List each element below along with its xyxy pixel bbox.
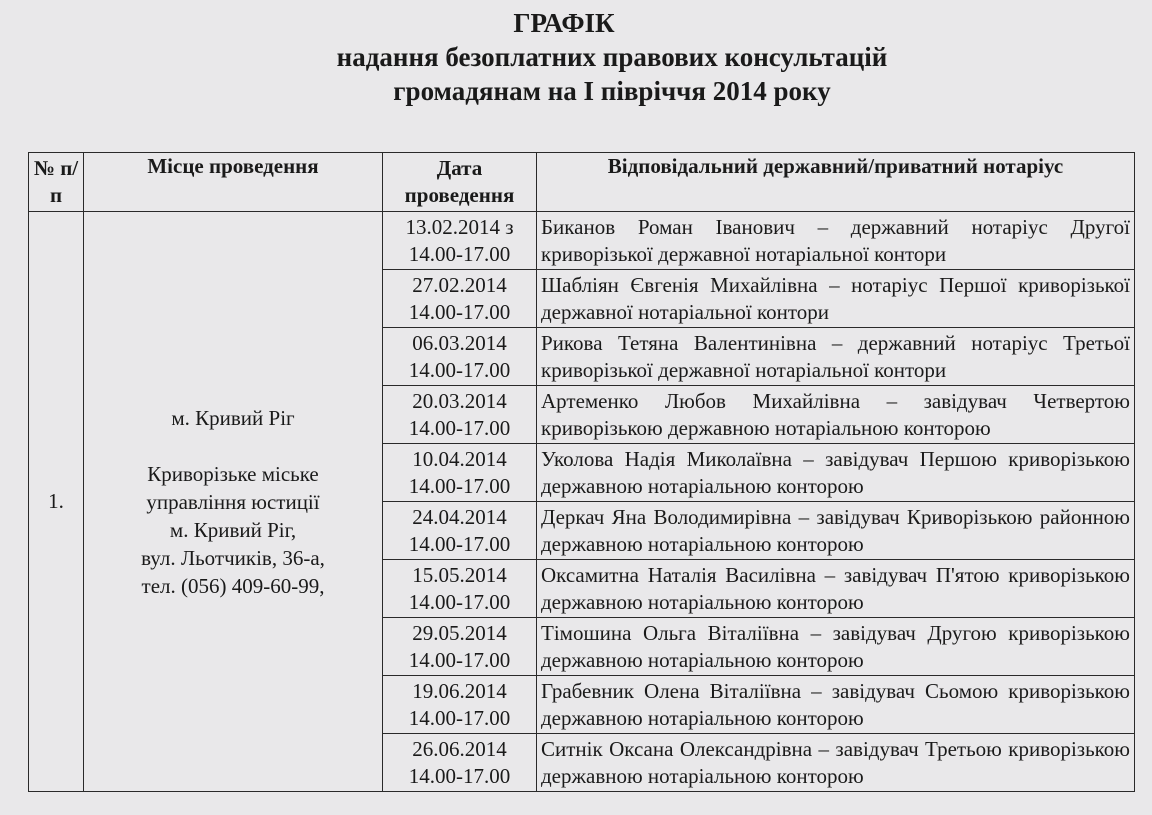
notary-cell: Грабевник Олена Віталіївна – завідувач Сьомою криворізькою державною нотаріальною конторою — [537, 676, 1135, 734]
table-body — [29, 212, 1135, 792]
place-address-line: управління юстиції — [146, 489, 320, 514]
consultation-time: 14.00-17.00 — [408, 647, 511, 672]
consultation-time: 14.00-17.00 — [408, 763, 511, 788]
header-place: Місце проведення — [84, 153, 383, 212]
date-cell — [383, 212, 537, 270]
header-date: Дата проведення — [383, 153, 537, 212]
date-cell — [383, 676, 537, 734]
date-cell — [383, 386, 537, 444]
consultation-date: 15.05.2014 — [412, 562, 507, 587]
document-subtitle-line-1: надання безоплатних правових консультацій — [336, 42, 888, 72]
date-cell — [383, 560, 537, 618]
consultation-date: 13.02.2014 з — [405, 214, 514, 239]
consultation-date: 26.06.2014 — [412, 736, 507, 761]
consultation-date: 24.04.2014 — [412, 504, 507, 529]
consultation-time: 14.00-17.00 — [408, 241, 511, 266]
notary-cell: Шабліян Євгенія Михайлівна – нотаріус Першої криворізької державної нотаріальної контори — [537, 270, 1135, 328]
row-number: 1. — [29, 212, 84, 792]
consultation-time: 14.00-17.00 — [408, 473, 511, 498]
notary-cell: Ситнік Оксана Олександрівна – завідувач Третьою криворізькою державною нотаріальною конторою — [537, 734, 1135, 792]
document-subtitle-line-2: громадянам на І півріччя 2014 року — [393, 76, 831, 106]
table-row — [29, 212, 1135, 270]
header-number: № п/п — [29, 153, 84, 212]
consultation-date: 10.04.2014 — [412, 446, 507, 471]
consultation-time: 14.00-17.00 — [408, 357, 511, 382]
notary-cell: Оксамитна Наталія Василівна – завідувач П'ятою криворізькою державною нотаріальною конторою — [537, 560, 1135, 618]
document-title: ГРАФІК — [513, 8, 615, 38]
date-cell — [383, 328, 537, 386]
consultation-date: 29.05.2014 — [412, 620, 507, 645]
consultation-date: 19.06.2014 — [412, 678, 507, 703]
place-address-line: м. Кривий Ріг, — [169, 517, 297, 542]
notary-cell: Тімошина Ольга Віталіївна – завідувач Другою криворізькою державною нотаріальною конторою — [537, 618, 1135, 676]
date-cell — [383, 502, 537, 560]
consultation-time: 14.00-17.00 — [408, 299, 511, 324]
notary-cell: Деркач Яна Володимирівна – завідувач Криворізькою районною державною нотаріальною конторою — [537, 502, 1135, 560]
notary-cell: Уколова Надія Миколаївна – завідувач Першою криворізькою державною нотаріальною конторою — [537, 444, 1135, 502]
table-header-row — [29, 153, 1135, 212]
place-city: м. Кривий Ріг — [171, 405, 295, 430]
consultation-time: 14.00-17.00 — [408, 589, 511, 614]
consultation-schedule-table — [28, 152, 1135, 792]
date-cell — [383, 270, 537, 328]
consultation-date: 06.03.2014 — [412, 330, 507, 355]
consultation-time: 14.00-17.00 — [408, 705, 511, 730]
date-cell — [383, 618, 537, 676]
consultation-date: 20.03.2014 — [412, 388, 507, 413]
date-cell — [383, 444, 537, 502]
consultation-time: 14.00-17.00 — [408, 531, 511, 556]
date-cell — [383, 734, 537, 792]
consultation-date: 27.02.2014 — [412, 272, 507, 297]
header-notary: Відповідальний державний/приватний нотаріус — [537, 153, 1135, 212]
place-cell — [84, 212, 383, 792]
place-address-line: вул. Льотчиків, 36-а, — [141, 545, 325, 570]
consultation-time: 14.00-17.00 — [408, 415, 511, 440]
title-block — [0, 6, 1152, 108]
place-address-line: Криворізьке міське — [147, 461, 319, 486]
notary-cell: Артеменко Любов Михайлівна – завідувач Четвертою криворізькою державною нотаріальною конторою — [537, 386, 1135, 444]
notary-cell: Рикова Тетяна Валентинівна – державний нотаріус Третьої криворізької державної нотаріальної контори — [537, 328, 1135, 386]
place-address-line: тел. (056) 409-60-99, — [141, 573, 325, 598]
notary-cell: Биканов Роман Іванович – державний нотаріус Другої криворізької державної нотаріальної контори — [537, 212, 1135, 270]
